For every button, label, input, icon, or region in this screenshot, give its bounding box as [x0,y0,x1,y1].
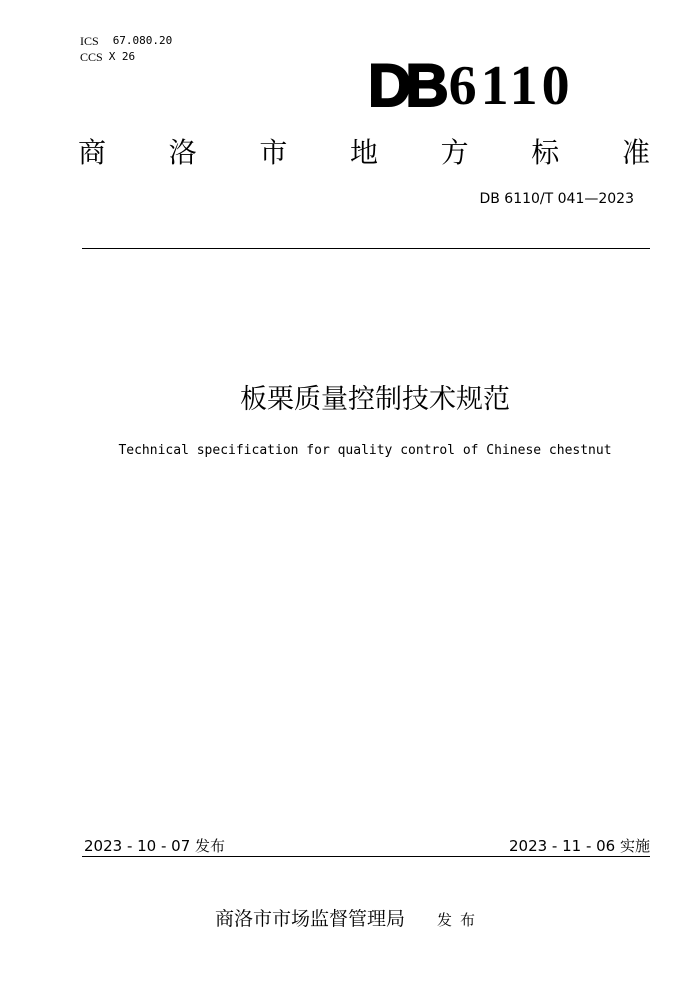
ics-code: 67.080.20 [112,34,173,47]
issuing-organization: 商洛市市场监督管理局 [215,908,406,930]
standard-type-char: 市 [259,136,288,169]
issuer-line [215,904,483,931]
standard-type-char: 商 [78,136,107,169]
standard-type-heading [78,134,650,172]
db-logo-prefix: DB [368,52,443,119]
standard-type-char: 方 [440,136,469,169]
standard-type-char: 地 [349,136,378,169]
ccs-code: X 26 [108,50,136,63]
ccs-label: CCS [80,50,103,64]
title-english: Technical specification for quality control of Chinese chestnut [118,443,612,458]
title-chinese: 板栗质量控制技术规范 [240,384,510,415]
bottom-divider [82,856,650,857]
standard-type-char: 准 [621,136,650,169]
db-logo [368,52,574,119]
standard-type-char: 洛 [168,136,197,169]
implementation-date: 2023 - 11 - 06 实施 [508,837,650,855]
standard-code: DB 6110/T 041—2023 [479,191,634,207]
classification-codes [80,33,172,65]
issue-action: 发布 [437,911,484,929]
standard-type-char: 标 [531,136,560,169]
publish-date: 2023 - 10 - 07 发布 [84,837,226,855]
db-logo-number: 6110 [448,55,574,117]
ics-row [80,33,172,49]
ccs-row [80,49,172,65]
top-divider [82,248,650,249]
ics-label: ICS [80,34,99,48]
